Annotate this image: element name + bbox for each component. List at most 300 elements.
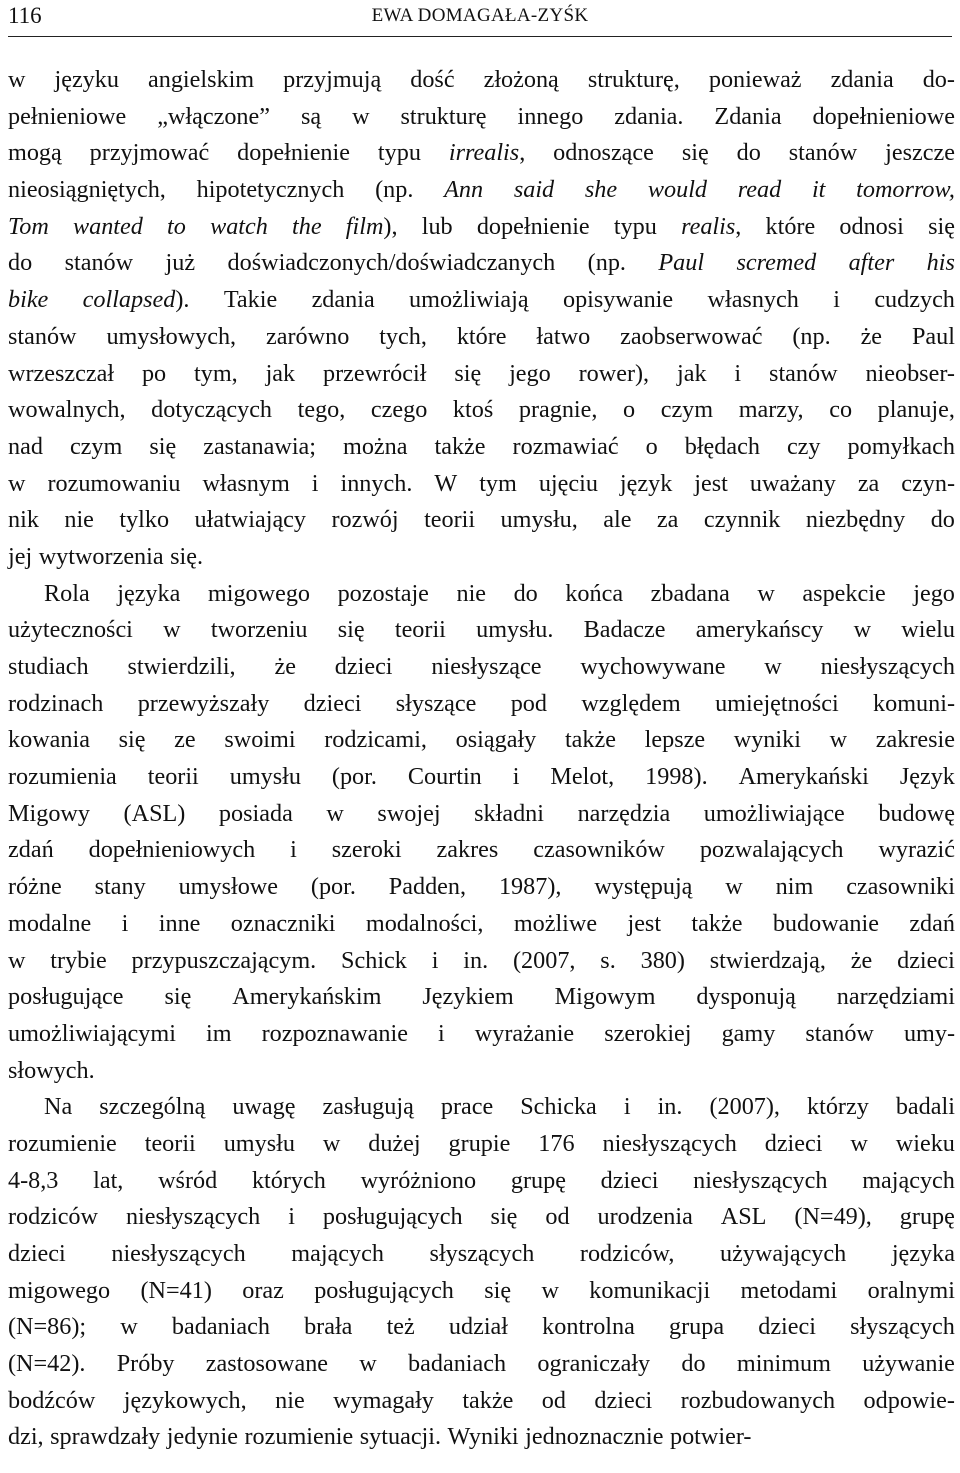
word: niezbędny bbox=[805, 506, 906, 534]
word: i bbox=[431, 946, 439, 974]
word: grupie bbox=[448, 1129, 511, 1157]
word: którzy bbox=[807, 1093, 869, 1121]
word: składni bbox=[474, 799, 544, 827]
word: zdań bbox=[909, 909, 955, 937]
word: dzieci bbox=[600, 1166, 659, 1194]
word: się bbox=[118, 726, 146, 754]
word: Próby bbox=[116, 1350, 175, 1378]
word: (por. bbox=[310, 873, 356, 901]
text-line bbox=[8, 245, 955, 282]
word: umożliwiającymi bbox=[8, 1019, 176, 1047]
word: in. bbox=[657, 1093, 683, 1121]
word: końca bbox=[565, 579, 624, 607]
word: wanted bbox=[72, 212, 143, 240]
word: rozwój bbox=[331, 506, 399, 534]
text-line bbox=[8, 209, 955, 246]
word: rozumienie bbox=[244, 1423, 354, 1451]
word: rodziców, bbox=[579, 1240, 675, 1267]
word: i bbox=[438, 1019, 445, 1047]
word: zastosowane bbox=[205, 1350, 329, 1378]
word: ujęciu bbox=[538, 469, 598, 497]
text-line bbox=[8, 906, 955, 943]
word: się bbox=[928, 212, 955, 240]
word: Schicka bbox=[520, 1093, 597, 1121]
word: szczególną bbox=[99, 1093, 206, 1121]
word: strukturę bbox=[400, 102, 487, 130]
word: she bbox=[584, 176, 618, 204]
word: się bbox=[149, 432, 177, 460]
word: mogą bbox=[8, 139, 62, 167]
word: wyróżniono bbox=[360, 1166, 477, 1194]
word: ktoś bbox=[452, 396, 494, 424]
word: mających bbox=[862, 1166, 955, 1194]
word: innego bbox=[517, 102, 584, 130]
word: w bbox=[850, 1129, 868, 1157]
word: słyszących bbox=[850, 1313, 955, 1341]
word: języka bbox=[117, 579, 181, 607]
word: jeszcze bbox=[885, 139, 955, 167]
text-line bbox=[8, 1199, 955, 1236]
word: migowego bbox=[207, 579, 311, 607]
word: nik bbox=[8, 506, 39, 534]
word: teorii bbox=[424, 506, 476, 534]
word: Wyniki bbox=[447, 1423, 519, 1451]
word: bodźców bbox=[8, 1386, 96, 1414]
word: (por. bbox=[331, 763, 377, 791]
word: dopełnieniowe bbox=[812, 102, 955, 130]
word: odpowie- bbox=[863, 1386, 955, 1414]
word: film), bbox=[345, 212, 398, 240]
word: zdań bbox=[8, 836, 54, 864]
word: wielu bbox=[901, 616, 955, 644]
word: jego bbox=[509, 359, 551, 387]
page-number: 116 bbox=[8, 3, 42, 28]
word: (2007), bbox=[709, 1093, 780, 1121]
word: trybie bbox=[50, 946, 107, 974]
word: bike bbox=[8, 286, 49, 314]
word: dzieci bbox=[303, 689, 362, 717]
word: ponieważ bbox=[708, 66, 802, 93]
word: „włączone” bbox=[157, 102, 270, 130]
word: sytuacji. bbox=[359, 1423, 442, 1451]
word: i bbox=[734, 359, 742, 387]
word: zbadana bbox=[650, 579, 730, 607]
word: tego, bbox=[297, 396, 346, 424]
word: urodzenia bbox=[597, 1203, 693, 1231]
text-line bbox=[8, 979, 955, 1016]
word: jak bbox=[265, 359, 296, 387]
word: amerykańscy bbox=[695, 616, 824, 644]
word: ograniczały bbox=[537, 1350, 651, 1378]
word: dzieci bbox=[594, 1386, 653, 1414]
word: się bbox=[490, 1203, 518, 1231]
word: pozwalających bbox=[699, 836, 844, 864]
word: read bbox=[737, 176, 782, 204]
word: studiach bbox=[8, 653, 89, 680]
text-line bbox=[8, 392, 955, 429]
word: zaobserwować bbox=[620, 322, 763, 350]
word: 380) bbox=[640, 946, 685, 974]
word: lat, bbox=[93, 1166, 124, 1194]
word: angielskim bbox=[147, 66, 255, 93]
running-head: EWA DOMAGAŁA-ZYŚK bbox=[371, 5, 589, 26]
word: czy bbox=[786, 432, 821, 460]
word: po bbox=[141, 359, 167, 387]
word: rozumienie bbox=[8, 1129, 117, 1157]
word: planuje, bbox=[877, 396, 955, 424]
word: za bbox=[656, 506, 679, 534]
word: stanów bbox=[8, 322, 77, 350]
word: teorii bbox=[147, 763, 199, 791]
word: potwier- bbox=[669, 1423, 752, 1451]
word: opisywanie bbox=[562, 286, 674, 314]
word: odnoszące bbox=[553, 139, 654, 167]
word: badaniach bbox=[171, 1313, 270, 1341]
word: także bbox=[564, 726, 616, 754]
word: Rola bbox=[44, 579, 90, 607]
word: cudzych bbox=[874, 286, 955, 314]
word: zakresie bbox=[875, 726, 955, 754]
word: the bbox=[292, 212, 322, 240]
word: wyniki bbox=[733, 726, 801, 754]
word: umysłu. bbox=[476, 616, 554, 644]
word: wrzeszczał bbox=[8, 359, 115, 387]
word: dużej bbox=[368, 1129, 421, 1157]
word: stany bbox=[94, 873, 146, 901]
word: in. bbox=[463, 946, 489, 974]
word: się. bbox=[170, 542, 204, 570]
word: rozpoznawanie bbox=[261, 1019, 408, 1047]
word: jest bbox=[627, 909, 662, 937]
text-line bbox=[8, 99, 955, 136]
word: języku bbox=[54, 66, 119, 93]
word: czasowniki bbox=[846, 873, 955, 901]
word: Migowy bbox=[8, 799, 90, 827]
word: także bbox=[691, 909, 743, 937]
word: jednoznacznie bbox=[525, 1423, 664, 1451]
text-line bbox=[8, 282, 955, 319]
word: irrealis, bbox=[448, 139, 526, 167]
word: (np. bbox=[792, 322, 831, 350]
text-line bbox=[8, 1163, 955, 1200]
word: zastanawia; bbox=[203, 432, 317, 460]
word: niesłyszących bbox=[111, 1240, 246, 1267]
word: pragnie, bbox=[518, 396, 598, 424]
word: swojej bbox=[377, 799, 441, 827]
word: względem bbox=[581, 689, 681, 717]
word: pomyłkach bbox=[847, 432, 955, 460]
word: teorii bbox=[394, 616, 446, 644]
word: said bbox=[513, 176, 555, 204]
word: w bbox=[322, 1129, 341, 1157]
word: i bbox=[623, 1093, 631, 1121]
word: realis, bbox=[681, 212, 742, 240]
word: się bbox=[484, 1276, 512, 1304]
word: jego bbox=[913, 579, 955, 607]
word: zarówno bbox=[266, 322, 350, 350]
word: w bbox=[163, 616, 181, 644]
word: do bbox=[681, 1350, 706, 1378]
word: wieku bbox=[895, 1129, 955, 1157]
word: rodziców bbox=[8, 1203, 98, 1231]
word: tym bbox=[479, 469, 517, 497]
word: własnych bbox=[707, 286, 799, 314]
word: stwierdzają, bbox=[709, 946, 826, 974]
word: gamy bbox=[721, 1019, 776, 1047]
word: wowalnych, bbox=[8, 396, 126, 424]
word: Amerykańskim bbox=[232, 983, 382, 1011]
word: używających bbox=[719, 1240, 847, 1267]
word: badaniach bbox=[408, 1350, 507, 1378]
word: niesłyszących bbox=[693, 1166, 828, 1194]
word: dotyczących bbox=[151, 396, 273, 424]
word: dzi, bbox=[8, 1423, 44, 1451]
word: że bbox=[274, 653, 296, 680]
word: czym bbox=[660, 396, 714, 424]
word: oralnymi bbox=[867, 1276, 955, 1304]
word: modalne bbox=[8, 909, 92, 937]
word: nieosiągniętych, bbox=[8, 176, 166, 204]
text-line bbox=[8, 722, 955, 759]
word: używanie bbox=[862, 1350, 955, 1378]
word: dzieci bbox=[897, 946, 955, 974]
word: tym, bbox=[194, 359, 238, 387]
word: (2007, bbox=[512, 946, 576, 974]
word: umysłowe bbox=[178, 873, 278, 901]
word: wymagały bbox=[333, 1386, 434, 1414]
word: Paul bbox=[911, 322, 955, 350]
word: after bbox=[848, 249, 895, 277]
word: można bbox=[343, 432, 408, 460]
word: posługujących bbox=[314, 1276, 454, 1304]
word: od bbox=[545, 1203, 570, 1231]
word: stanów bbox=[769, 359, 838, 387]
word: narzędzia bbox=[577, 799, 671, 827]
word: dzieci bbox=[8, 1240, 66, 1267]
word: (N=86); bbox=[8, 1313, 87, 1341]
word: sprawdzały bbox=[50, 1423, 161, 1451]
word: się bbox=[337, 616, 365, 644]
word: słowych. bbox=[8, 1056, 95, 1084]
word: 4-8,3 bbox=[8, 1166, 59, 1194]
word: przypuszczającym. bbox=[131, 946, 317, 974]
word: posiada bbox=[218, 799, 293, 827]
word: czego bbox=[370, 396, 428, 424]
text-line bbox=[8, 172, 955, 209]
word: prace bbox=[440, 1093, 494, 1121]
word: które bbox=[456, 322, 507, 350]
word: posługujące bbox=[8, 983, 124, 1011]
word: Zdania bbox=[714, 102, 782, 130]
text-line bbox=[8, 429, 955, 466]
word: dzieci bbox=[334, 653, 393, 680]
word: dość bbox=[410, 66, 455, 93]
word: posługujących bbox=[322, 1203, 463, 1231]
word: w bbox=[359, 1350, 377, 1378]
word: czym bbox=[69, 432, 123, 460]
word: umożliwiające bbox=[703, 799, 845, 827]
word: swoimi bbox=[224, 726, 296, 754]
word: nie bbox=[456, 579, 487, 607]
word: wyrazić bbox=[878, 836, 955, 864]
text-line bbox=[8, 796, 955, 833]
word: szeroki bbox=[331, 836, 402, 864]
word: s. bbox=[600, 946, 616, 974]
word: własnym bbox=[202, 469, 290, 497]
word: występują bbox=[594, 873, 693, 901]
word: would bbox=[647, 176, 708, 204]
word: jedynie bbox=[166, 1423, 238, 1451]
word: umiejętności bbox=[715, 689, 839, 717]
word: możliwe bbox=[513, 909, 598, 937]
word: kontrolna bbox=[542, 1313, 635, 1341]
word: strukturę, bbox=[587, 66, 680, 93]
word: także bbox=[462, 1386, 514, 1414]
word: jak bbox=[676, 359, 707, 387]
word: w bbox=[8, 946, 26, 974]
word: Takie bbox=[223, 286, 278, 314]
word: złożoną bbox=[483, 66, 559, 93]
word: Językiem bbox=[422, 983, 514, 1011]
word: minimum bbox=[736, 1350, 831, 1378]
word: do- bbox=[922, 66, 955, 93]
page-header bbox=[8, 0, 952, 37]
word: że bbox=[850, 946, 873, 974]
word: doświadczonych/doświadczanych bbox=[227, 249, 556, 277]
word: w bbox=[764, 653, 782, 680]
word: rower), bbox=[578, 359, 650, 387]
word: stanów bbox=[788, 139, 858, 167]
word: dopełnienie bbox=[476, 212, 590, 240]
word: niesłyszących bbox=[602, 1129, 737, 1157]
word: w bbox=[829, 726, 848, 754]
word: migowego bbox=[8, 1276, 111, 1304]
text-line bbox=[8, 649, 955, 686]
word: lepsze bbox=[644, 726, 706, 754]
text-line bbox=[8, 943, 955, 980]
word: zakres bbox=[436, 836, 499, 864]
word: w bbox=[8, 66, 26, 93]
word: tworzeniu bbox=[210, 616, 308, 644]
word: błędach bbox=[684, 432, 760, 460]
word: Na bbox=[44, 1093, 73, 1121]
word: i bbox=[833, 286, 840, 314]
word: tych, bbox=[379, 322, 427, 350]
word: umysłowych, bbox=[106, 322, 237, 350]
word: Język bbox=[899, 763, 955, 791]
word: ze bbox=[174, 726, 196, 754]
word: stwierdzili, bbox=[127, 653, 236, 680]
word: it bbox=[811, 176, 826, 204]
word: o bbox=[645, 432, 658, 460]
word: się bbox=[164, 983, 192, 1011]
word: których bbox=[251, 1166, 326, 1194]
word: budowę bbox=[878, 799, 955, 827]
text-line bbox=[8, 759, 955, 796]
word: W bbox=[434, 469, 458, 497]
word: Schick bbox=[341, 946, 407, 974]
word: ASL bbox=[720, 1203, 767, 1231]
word: kowania bbox=[8, 726, 90, 754]
word: odnosi bbox=[839, 212, 904, 240]
word: jest bbox=[694, 469, 728, 497]
word: o bbox=[623, 396, 636, 424]
word: stanów bbox=[805, 1019, 874, 1047]
text-line bbox=[8, 686, 955, 723]
word: tomorrow, bbox=[856, 176, 955, 204]
word: aspekcie bbox=[802, 579, 886, 607]
word: umysłu bbox=[223, 1129, 295, 1157]
word: i bbox=[288, 1203, 295, 1231]
word: (N=42). bbox=[8, 1350, 86, 1378]
word: (np. bbox=[587, 249, 626, 277]
word: jej bbox=[8, 542, 33, 570]
word: że bbox=[860, 322, 883, 350]
word: (N=41) bbox=[140, 1276, 212, 1304]
word: uwagę bbox=[232, 1093, 296, 1121]
text-line bbox=[8, 62, 955, 99]
word: niesłyszące bbox=[431, 653, 542, 680]
word: do bbox=[736, 139, 761, 167]
text-line bbox=[8, 319, 955, 356]
word: zasługują bbox=[322, 1093, 414, 1121]
word: dzieci bbox=[758, 1313, 816, 1341]
word: lub bbox=[421, 212, 453, 240]
word: komuni- bbox=[873, 689, 955, 717]
word: słyszące bbox=[395, 689, 477, 717]
word: użyteczności bbox=[8, 616, 133, 644]
word: przyjmować bbox=[89, 139, 210, 167]
word: brała bbox=[304, 1313, 353, 1341]
word: komunikacji bbox=[589, 1276, 711, 1304]
word: niesłyszących bbox=[125, 1203, 261, 1231]
text-line bbox=[8, 869, 955, 906]
word: his bbox=[926, 249, 955, 277]
word: im bbox=[205, 1019, 232, 1047]
word: w bbox=[853, 616, 872, 644]
word: grupa bbox=[669, 1313, 725, 1341]
word: też bbox=[386, 1313, 415, 1341]
word: oznaczniki bbox=[230, 909, 336, 937]
word: ułatwiający bbox=[194, 506, 307, 534]
word: 176 bbox=[538, 1129, 575, 1157]
word: grupę bbox=[510, 1166, 566, 1194]
word: są bbox=[300, 102, 322, 130]
word: stanów bbox=[64, 249, 134, 277]
word: rozumienia bbox=[8, 763, 117, 791]
word: w bbox=[541, 1276, 559, 1304]
word: to bbox=[167, 212, 186, 240]
word: słyszących bbox=[429, 1240, 535, 1267]
word: także bbox=[434, 432, 486, 460]
text-line bbox=[8, 832, 955, 869]
text-line bbox=[8, 612, 955, 649]
word: umysłu, bbox=[500, 506, 578, 534]
word: w bbox=[352, 102, 370, 130]
word: pozostaje bbox=[337, 579, 429, 607]
word: (ASL) bbox=[123, 799, 186, 827]
word: w bbox=[120, 1313, 138, 1341]
word: do bbox=[930, 506, 955, 534]
text-line bbox=[8, 1346, 955, 1383]
word: w bbox=[326, 799, 344, 827]
word: watch bbox=[210, 212, 268, 240]
word: Paul bbox=[658, 249, 705, 277]
word: języka bbox=[891, 1240, 955, 1267]
word: językowych, bbox=[123, 1386, 247, 1414]
word: rozumowaniu bbox=[47, 469, 181, 497]
word: 1998). bbox=[645, 763, 708, 791]
